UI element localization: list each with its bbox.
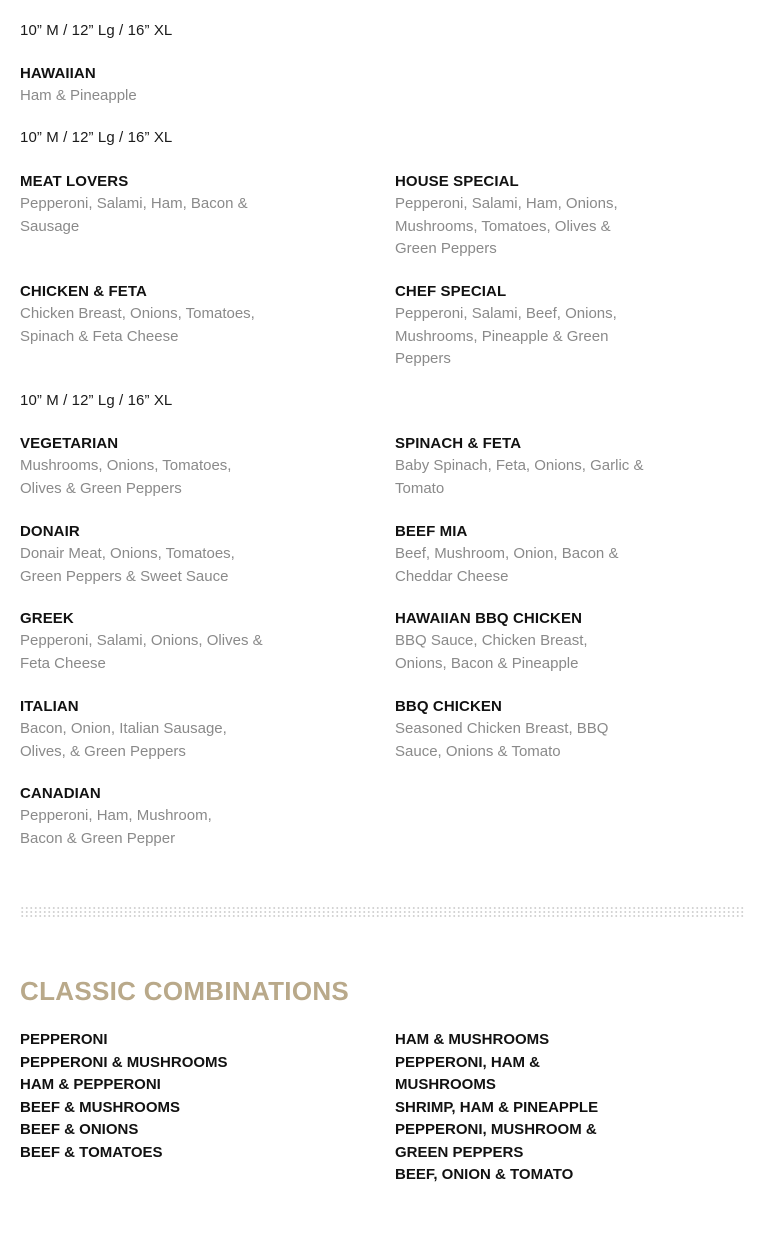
item-description: Pepperoni, Salami, Ham, Onions, Mushrooms, Tomatoes, Olives & Green Peppers: [395, 195, 618, 257]
item-description: Mushrooms, Onions, Tomatoes, Olives & Green Peppers: [20, 457, 232, 497]
menu-item-chicken-feta: [20, 281, 275, 348]
menu-item-beef-mia: [395, 521, 640, 588]
combination-item: BEEF & ONIONS: [20, 1121, 139, 1138]
item-name: VEGETARIAN: [20, 435, 119, 452]
item-name: HAWAIIAN BBQ CHICKEN: [395, 610, 583, 627]
combination-item: PEPPERONI & MUSHROOMS: [20, 1053, 228, 1071]
item-name: BBQ CHICKEN: [395, 698, 502, 715]
item-description: Bacon, Onion, Italian Sausage, Olives, & Green Peppers: [20, 720, 227, 760]
item-description: Pepperoni, Salami, Ham, Bacon & Sausage: [20, 195, 248, 235]
item-name: DONAIR: [20, 523, 80, 540]
item-description: Seasoned Chicken Breast, BBQ Sauce, Onions & Tomato: [395, 720, 609, 760]
menu-item-hawaiian: [20, 63, 280, 108]
size-options-line: 10” M / 12” Lg / 16” XL: [20, 129, 173, 146]
menu-item-bbq-chicken: [395, 696, 630, 763]
menu-item-vegetarian: [20, 433, 255, 500]
menu-item-donair: [20, 521, 255, 588]
menu-item-hawaiian-bbq-chicken: [395, 608, 610, 675]
combination-item: SHRIMP, HAM & PINEAPPLE: [395, 1098, 599, 1116]
item-description: Chicken Breast, Onions, Tomatoes, Spinach & Feta Cheese: [20, 305, 255, 345]
size-options-line: 10” M / 12” Lg / 16” XL: [20, 22, 173, 39]
menu-item-italian: [20, 696, 250, 763]
item-description: Baby Spinach, Feta, Onions, Garlic & Tomato: [395, 457, 644, 497]
item-name: CHICKEN & FETA: [20, 283, 147, 300]
item-description: Pepperoni, Salami, Onions, Olives & Feta Cheese: [20, 632, 263, 672]
item-name: HAWAIIAN: [20, 65, 96, 82]
menu-item-house-special: [395, 171, 640, 261]
dotted-divider: [20, 906, 744, 918]
item-description: BBQ Sauce, Chicken Breast, Onions, Bacon & Pineapple: [395, 632, 588, 672]
item-name: ITALIAN: [20, 698, 79, 715]
item-name: SPINACH & FETA: [395, 435, 522, 452]
item-name: HOUSE SPECIAL: [395, 173, 519, 190]
size-options-line: 10” M / 12” Lg / 16” XL: [20, 392, 173, 409]
item-description: Beef, Mushroom, Onion, Bacon & Cheddar Cheese: [395, 545, 619, 585]
item-name: GREEK: [20, 610, 74, 627]
menu-item-canadian: [20, 783, 245, 850]
item-description: Pepperoni, Salami, Beef, Onions, Mushrooms, Pineapple & Green Peppers: [395, 305, 617, 367]
item-name: CHEF SPECIAL: [395, 283, 507, 300]
item-description: Pepperoni, Ham, Mushroom, Bacon & Green Pepper: [20, 807, 212, 847]
combination-item: HAM & PEPPERONI: [20, 1076, 161, 1093]
item-name: MEAT LOVERS: [20, 173, 129, 190]
classic-combinations-left-list: [20, 1029, 320, 1164]
item-description: Ham & Pineapple: [20, 87, 137, 104]
menu-item-meat-lovers: [20, 171, 270, 238]
item-description: Donair Meat, Onions, Tomatoes, Green Peppers & Sweet Sauce: [20, 545, 235, 585]
combination-item: BEEF & TOMATOES: [20, 1143, 163, 1161]
menu-item-greek: [20, 608, 270, 675]
combination-item: HAM & MUSHROOMS: [395, 1031, 550, 1048]
section-title: CLASSIC COMBINATIONS: [20, 976, 350, 1006]
menu-item-chef-special: [395, 281, 635, 371]
menu-item-spinach-feta: [395, 433, 645, 500]
combination-item: BEEF & MUSHROOMS: [20, 1098, 181, 1116]
item-name: BEEF MIA: [395, 523, 468, 540]
item-name: CANADIAN: [20, 785, 101, 802]
combination-item: PEPPERONI, HAM & MUSHROOMS: [395, 1053, 541, 1093]
classic-combinations-right-list: [395, 1029, 635, 1187]
combination-item: PEPPERONI, MUSHROOM & GREEN PEPPERS: [395, 1121, 597, 1161]
combination-item: PEPPERONI: [20, 1031, 108, 1048]
combination-item: BEEF, ONION & TOMATO: [395, 1166, 574, 1183]
